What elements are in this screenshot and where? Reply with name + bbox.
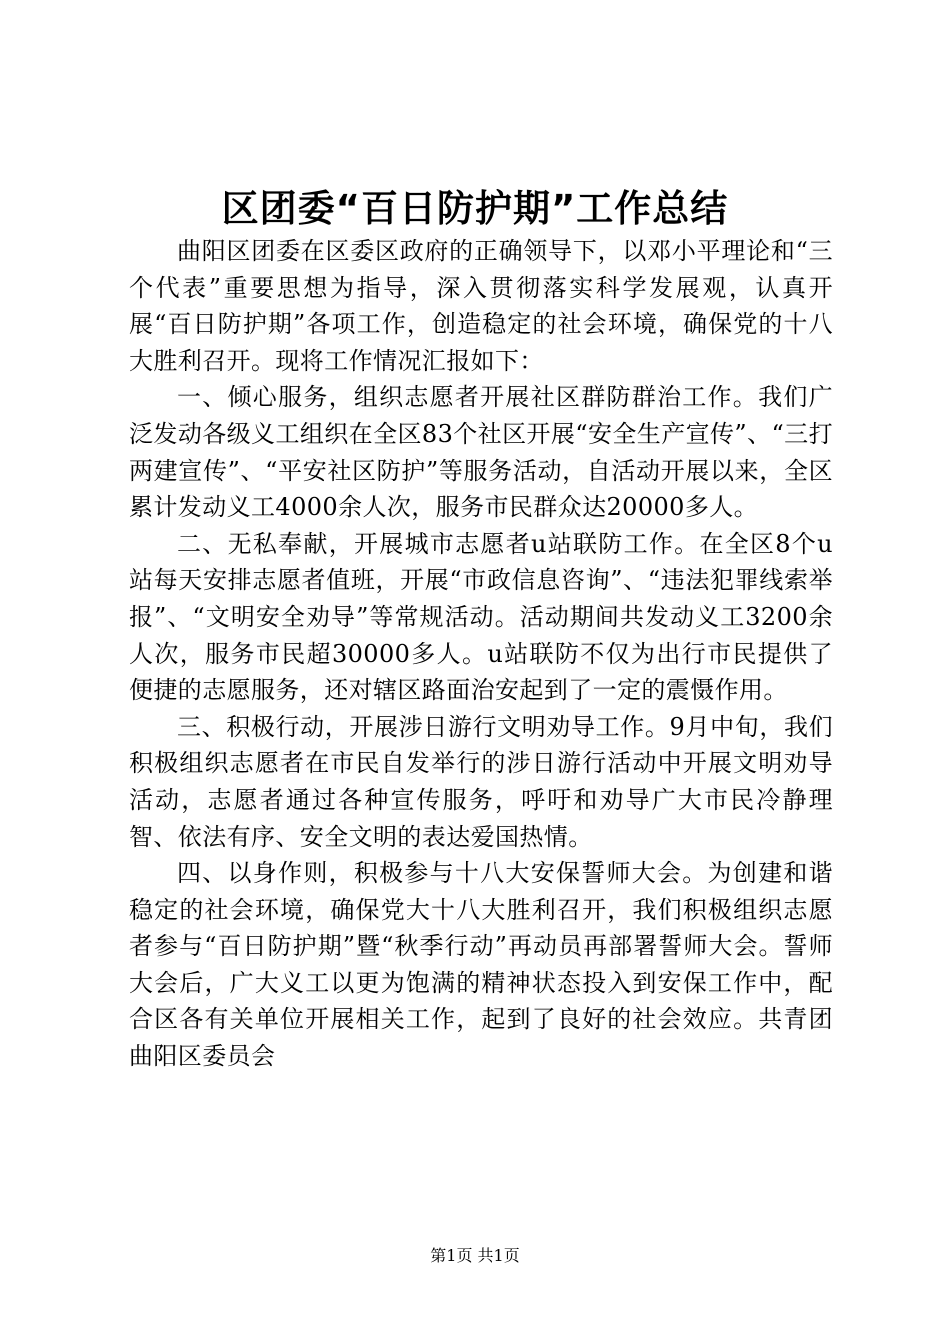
document-title: 区团委“百日防护期”工作总结 bbox=[221, 187, 729, 230]
page-footer bbox=[0, 1245, 950, 1267]
page-total: 共1页 bbox=[477, 1246, 520, 1265]
paragraph-section-3: 三、积极行动，开展涉日游行文明劝导工作。9月中旬，我们积极组织志愿者在市民自发举行的涉日游行活动中开展文明劝导活动，志愿者通过各种宣传服务，呼吁和劝导广大市民冷静理智、依法有序、安全文明的表达爱国热情。 bbox=[129, 712, 833, 851]
document-body bbox=[129, 233, 833, 1075]
paragraph-section-1: 一、倾心服务，组织志愿者开展社区群防群治工作。我们广泛发动各级义工组织在全区83个社区开展“安全生产宣传”、“三打两建宣传”、“平安社区防护”等服务活动，自活动开展以来，全区累计发动义工4000余人次，服务市民群众达20000多人。 bbox=[129, 383, 833, 522]
paragraph-intro: 曲阳区团委在区委区政府的正确领导下，以邓小平理论和“三个代表”重要思想为指导，深入贯彻落实科学发展观，认真开展“百日防护期”各项工作，创造稳定的社会环境，确保党的十八大胜利召开。现将工作情况汇报如下： bbox=[129, 237, 833, 375]
paragraph-section-4: 四、以身作则，积极参与十八大安保誓师大会。为创建和谐稳定的社会环境，确保党大十八大胜利召开，我们积极组织志愿者参与“百日防护期”暨“秋季行动”再动员再部署誓师大会。誓师大会后，广大义工以更为饱满的精神状态投入到安保工作中，配合区各有关单位开展相关工作，起到了良好的社会效应。共青团曲阳区委员会 bbox=[129, 859, 833, 1071]
page-number: 第1页 bbox=[430, 1246, 473, 1265]
paragraph-section-2: 二、无私奉献，开展城市志愿者u站联防工作。在全区8个u站每天安排志愿者值班，开展“市政信息咨询”、“违法犯罪线索举报”、“文明安全劝导”等常规活动。活动期间共发动义工3200余人次，服务市民超30000多人。u站联防不仅为出行市民提供了便捷的志愿服务，还对辖区路面治安起到了一定的震慑作用。 bbox=[129, 529, 833, 705]
